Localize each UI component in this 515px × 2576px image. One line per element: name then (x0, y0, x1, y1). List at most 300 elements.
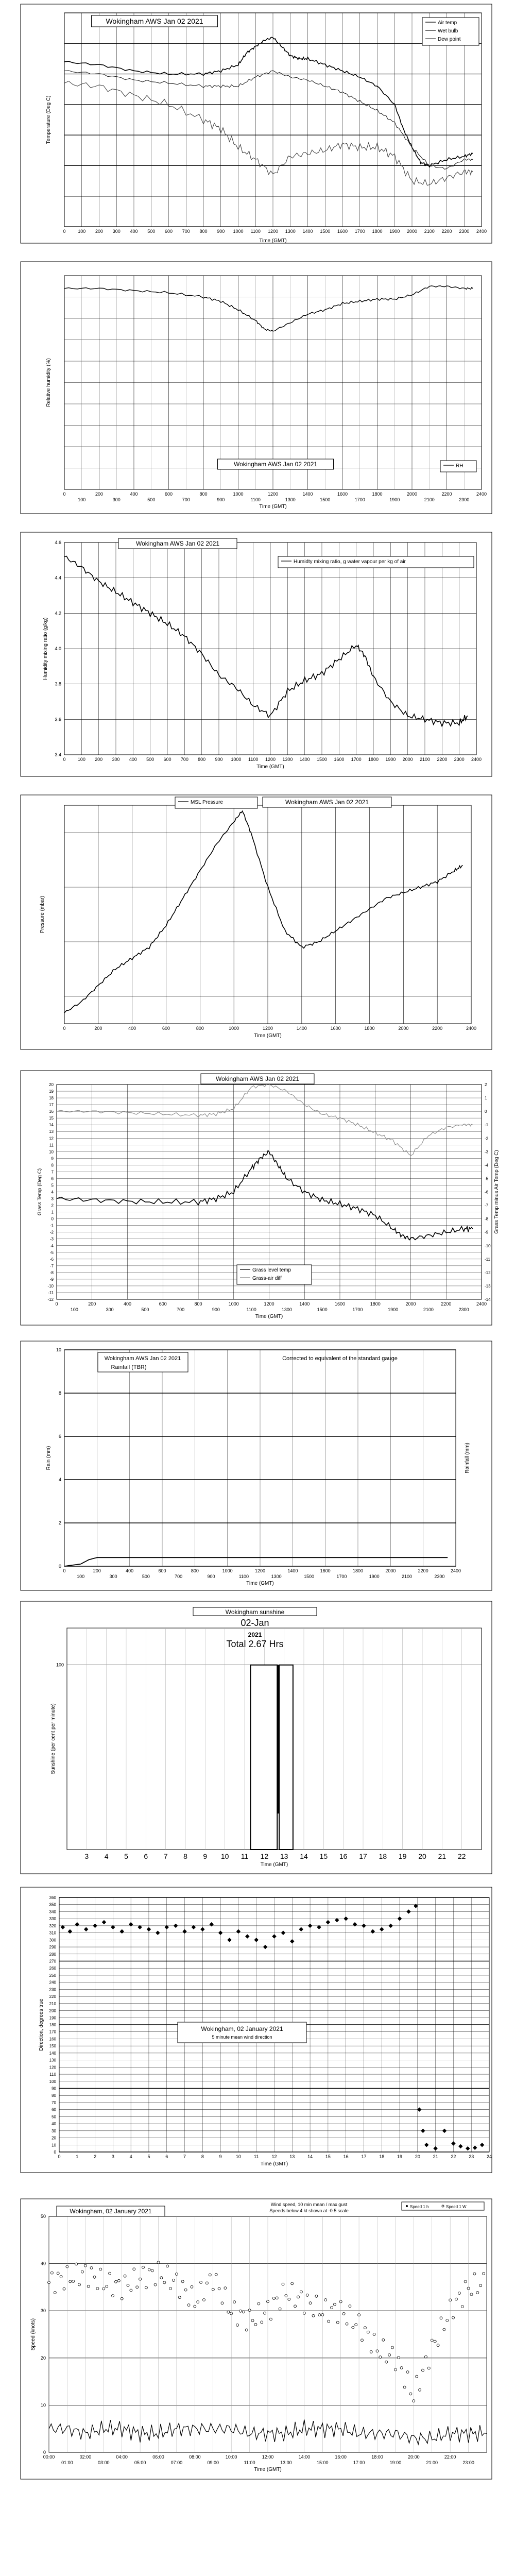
y2-tick-label: -5 (485, 1176, 489, 1181)
gust-point (218, 2287, 220, 2290)
x-axis-label: Time (GMT) (246, 1581, 274, 1586)
y-tick-label: 200 (49, 2008, 56, 2013)
gust-point (66, 2265, 68, 2268)
y-tick-label: 20 (52, 2136, 56, 2141)
y-tick-label: 0 (43, 2450, 46, 2455)
x-tick-label: 9 (219, 2154, 222, 2159)
gust-point (133, 2268, 135, 2270)
y-tick-label: 190 (49, 2015, 56, 2021)
y-axis-label: Relative humidity (%) (46, 358, 52, 407)
x-tick-label: 2000 (398, 1026, 409, 1031)
x-tick-label: 200 (88, 1301, 96, 1307)
x-tick-label: 14 (300, 1852, 308, 1860)
gust-point (163, 2281, 166, 2284)
gust-point (346, 2323, 348, 2325)
gust-point (476, 2291, 479, 2294)
x-tick-label: 15:00 (316, 2460, 329, 2465)
y2-tick-label: -4 (485, 1163, 489, 1168)
y-tick-label: 4 (51, 1190, 54, 1195)
x-tick-label: 1900 (389, 229, 400, 234)
gust-point (427, 2367, 430, 2369)
x-tick-label: 11 (241, 1852, 249, 1860)
gust-point (151, 2269, 153, 2272)
y-tick-label: 250 (49, 1973, 56, 1978)
y-tick-label: 2 (58, 1520, 61, 1526)
y-tick-label: 4.2 (55, 611, 61, 616)
x-tick-label: 12 (260, 1852, 269, 1860)
x-tick-label: 0 (58, 2154, 61, 2159)
chart-subtitle-2: Speeds below 4 kt shown at -0.5 scale (269, 2208, 349, 2213)
gust-point (416, 2375, 418, 2378)
gust-point (124, 2275, 126, 2277)
x-tick-label: 800 (196, 1026, 204, 1031)
x-tick-label: 1900 (385, 757, 396, 762)
y-tick-label: 60 (52, 2107, 56, 2112)
gust-point (303, 2312, 305, 2314)
y-tick-label: 120 (49, 2065, 56, 2070)
gust-point (391, 2346, 394, 2349)
x-tick-label: 1800 (368, 757, 379, 762)
gust-point (279, 2308, 281, 2310)
x-tick-label: 16 (343, 2154, 349, 2159)
x-axis-label: Time (GMT) (260, 1862, 288, 1868)
gust-point (224, 2287, 227, 2290)
y-tick-label: 20 (49, 1082, 54, 1087)
gust-point (267, 2300, 269, 2303)
y-tick-label: -2 (49, 1230, 54, 1235)
gust-point (452, 2316, 455, 2319)
gust-point (63, 2287, 65, 2290)
x-axis-label: Time (GMT) (254, 2467, 282, 2472)
x-tick-label: 400 (126, 1568, 134, 1573)
y-tick-label: 100 (49, 2079, 56, 2084)
x-tick-label: 100 (78, 229, 86, 234)
gust-point (87, 2285, 90, 2287)
gust-point (467, 2287, 470, 2290)
gust-point (200, 2281, 202, 2284)
x-tick-label: 1600 (320, 1568, 331, 1573)
y-tick-label: 80 (52, 2093, 56, 2098)
x-tick-label: 11 (254, 2154, 259, 2159)
x-tick-label: 200 (95, 757, 103, 762)
x-tick-label: 400 (129, 757, 137, 762)
y-tick-label: 140 (49, 2050, 56, 2056)
gust-point (349, 2305, 351, 2308)
y2-tick-label: -1 (485, 1123, 489, 1128)
x-tick-label: 10 (220, 1852, 229, 1860)
x-tick-label: 1700 (354, 229, 365, 234)
x-tick-label: 800 (191, 1568, 199, 1573)
x-tick-label: 800 (198, 757, 206, 762)
x-tick-label: 100 (77, 757, 85, 762)
x-tick-label: 19 (398, 1852, 407, 1860)
x-tick-label: 1900 (388, 1307, 399, 1312)
x-tick-label: 9 (203, 1852, 208, 1860)
x-tick-label: 2000 (385, 1568, 396, 1573)
legend-label: Speed 1 h (410, 2205, 429, 2209)
x-tick-label: 2100 (419, 757, 431, 762)
y2-tick-label: -2 (485, 1136, 489, 1141)
x-tick-label: 400 (123, 1301, 132, 1307)
x-tick-label: 300 (112, 229, 121, 234)
y-tick-label: 20 (40, 2355, 46, 2361)
x-axis-label: Time (GMT) (260, 2161, 288, 2167)
y-tick-label: 220 (49, 1994, 56, 1999)
gust-point (422, 2369, 424, 2371)
y-tick-label: 0 (54, 2150, 56, 2155)
gust-point (112, 2295, 114, 2297)
x-tick-label: 22 (451, 2154, 456, 2159)
gust-point (400, 2366, 403, 2369)
x-axis-label: Time (GMT) (259, 238, 287, 244)
y2-tick-label: 2 (485, 1082, 487, 1087)
chart-title: Wokingham, 02 January 2021 (201, 2025, 283, 2032)
gust-point (461, 2306, 464, 2308)
x-tick-label: 7 (183, 2154, 186, 2159)
grass-temp-chart (0, 1066, 515, 1329)
gust-point (248, 2309, 251, 2312)
gust-point (376, 2350, 379, 2352)
y-tick-label: 14 (49, 1123, 54, 1128)
x-tick-label: 18 (379, 1852, 387, 1860)
gust-point (294, 2305, 297, 2308)
x-tick-label: 2300 (454, 757, 465, 762)
gust-point (136, 2286, 139, 2289)
y-tick-label: 310 (49, 1930, 56, 1936)
x-axis-label: Time (GMT) (256, 764, 284, 770)
gust-point (173, 2279, 175, 2282)
y-tick-label: 100 (56, 1662, 64, 1668)
x-tick-label: 2400 (450, 1568, 461, 1573)
x-tick-label: 700 (180, 757, 188, 762)
wind-speed-chart (0, 2195, 515, 2483)
y-tick-label: -7 (49, 1263, 54, 1268)
gust-point (470, 2293, 473, 2296)
x-tick-label: 1500 (317, 1307, 328, 1312)
y2-tick-label: -13 (485, 1283, 491, 1289)
gust-point (215, 2273, 217, 2276)
gust-point (254, 2323, 257, 2326)
sunshine-bar (251, 1665, 278, 1850)
y2-tick-label: -12 (485, 1270, 491, 1275)
gust-point (434, 2340, 436, 2343)
gust-point (99, 2268, 102, 2270)
x-tick-label: 1100 (250, 229, 261, 234)
x-tick-label: 1300 (281, 1307, 292, 1312)
temperature-chart (0, 0, 515, 247)
y-tick-label: 260 (49, 1966, 56, 1971)
x-tick-label: 8 (201, 2154, 204, 2159)
y-axis-label: Grass Temp (Deg C) (37, 1168, 43, 1216)
y-tick-label: 350 (49, 1902, 56, 1907)
x-tick-label: 700 (177, 1307, 185, 1312)
y-tick-label: 12 (49, 1136, 54, 1141)
x-tick-label: 1500 (320, 497, 331, 502)
gust-point (473, 2273, 476, 2275)
x-tick-label: 6 (165, 2154, 168, 2159)
gust-point (261, 2321, 263, 2324)
x-tick-label: 0 (63, 1568, 66, 1573)
gust-point (455, 2298, 458, 2300)
gust-point (230, 2312, 233, 2315)
x-tick-label: 1200 (264, 1301, 274, 1307)
y-tick-label: 13 (49, 1129, 54, 1134)
y-tick-label: 240 (49, 1980, 56, 1985)
x-tick-label: 13:00 (280, 2460, 292, 2465)
x-tick-label: 500 (141, 1307, 149, 1312)
y-tick-label: 10 (56, 1347, 61, 1352)
x-tick-label: 17 (359, 1852, 367, 1860)
gust-point (209, 2274, 211, 2276)
y-tick-label: 160 (49, 2037, 56, 2042)
legend-swatch (406, 2205, 408, 2207)
chart-subtitle: 5 minute mean wind direction (212, 2035, 272, 2040)
x-tick-label: 12:00 (262, 2454, 274, 2460)
gust-point (84, 2264, 87, 2267)
y-tick-label: 10 (49, 1149, 54, 1155)
x-tick-label: 0 (63, 757, 66, 762)
y2-tick-label: -14 (485, 1297, 491, 1302)
x-tick-label: 11:00 (244, 2460, 255, 2465)
x-tick-label: 1600 (330, 1026, 341, 1031)
x-tick-label: 1800 (372, 492, 383, 497)
x-tick-label: 1600 (334, 1301, 346, 1307)
x-tick-label: 06:00 (152, 2454, 164, 2460)
gust-point (272, 2297, 275, 2299)
y-tick-label: 170 (49, 2029, 56, 2035)
y-tick-label: 30 (52, 2128, 56, 2133)
gust-point (127, 2284, 129, 2286)
chart-title-line2: Rainfall (TBR) (111, 1364, 147, 1370)
sunshine-chart (0, 1597, 515, 1878)
legend-swatch (442, 2205, 444, 2207)
gust-point (269, 2318, 272, 2320)
x-tick-label: 17 (361, 2154, 367, 2159)
y-tick-label: 4 (58, 1477, 61, 1482)
x-tick-label: 1600 (334, 757, 345, 762)
x-tick-label: 600 (162, 1026, 170, 1031)
x-tick-label: 900 (207, 1574, 215, 1579)
gust-point (175, 2273, 178, 2276)
x-tick-label: 2000 (406, 229, 418, 234)
gust-point (160, 2277, 163, 2279)
sunshine-bar (279, 1665, 293, 1850)
gust-point (379, 2356, 382, 2359)
x-tick-label: 400 (128, 1026, 136, 1031)
y-tick-label: 180 (49, 2023, 56, 2027)
y-tick-label: 130 (49, 2058, 56, 2063)
gust-point (139, 2278, 142, 2280)
gust-point (157, 2261, 160, 2264)
x-tick-label: 1000 (233, 229, 244, 234)
x-tick-label: 00:00 (43, 2454, 55, 2460)
sunshine-total: Total 2.67 Hrs (226, 1639, 284, 1649)
x-tick-label: 600 (163, 757, 171, 762)
y-tick-label: 40 (40, 2261, 46, 2266)
gust-point (169, 2287, 172, 2290)
gust-point (409, 2393, 412, 2395)
x-tick-label: 300 (112, 497, 121, 502)
x-tick-label: 2400 (476, 492, 487, 497)
gust-point (117, 2279, 120, 2282)
gust-point (81, 2270, 83, 2273)
x-tick-label: 1500 (303, 1574, 315, 1579)
gust-point (106, 2285, 108, 2288)
y-tick-label: -3 (49, 1236, 54, 1242)
x-tick-label: 10:00 (225, 2454, 237, 2460)
x-tick-label: 1300 (285, 497, 296, 502)
gust-point (54, 2291, 56, 2294)
gust-point (424, 2355, 427, 2358)
x-tick-label: 1100 (250, 497, 261, 502)
gust-point (361, 2339, 364, 2342)
gust-point (93, 2276, 96, 2278)
x-axis-label: Time (GMT) (259, 504, 287, 510)
y-tick-label: 18 (49, 1096, 54, 1101)
x-tick-label: 20:00 (408, 2454, 420, 2460)
gust-point (431, 2339, 433, 2342)
y2-axis-label: Grass Temp minus Air Temp (Deg C) (494, 1150, 500, 1234)
legend-label: Grass level temp (252, 1267, 291, 1273)
x-tick-label: 1200 (267, 492, 279, 497)
gust-point (479, 2284, 482, 2287)
gust-point (181, 2280, 184, 2283)
gust-point (227, 2311, 230, 2313)
gust-point (60, 2276, 62, 2278)
gust-point (75, 2263, 78, 2265)
gust-point (324, 2299, 327, 2301)
y2-axis-label: Rainfall (mm) (465, 1443, 470, 1473)
x-tick-label: 14 (307, 2154, 313, 2159)
x-tick-label: 19:00 (389, 2460, 402, 2465)
y-axis-label: Sunshine (per cent per minute) (50, 1703, 56, 1774)
y-tick-label: 10 (52, 2143, 56, 2148)
legend-label: Wet bulb (438, 28, 458, 34)
legend-label: Grass-air diff (252, 1276, 282, 1281)
x-tick-label: 1400 (287, 1568, 298, 1573)
x-tick-label: 0 (63, 229, 66, 234)
gust-point (413, 2400, 415, 2402)
x-tick-label: 1700 (354, 497, 365, 502)
gust-point (187, 2304, 190, 2307)
gust-point (205, 2282, 208, 2284)
gust-point (194, 2305, 196, 2308)
x-tick-label: 0 (63, 492, 66, 497)
x-tick-label: 2300 (459, 497, 470, 502)
x-tick-label: 1000 (231, 757, 242, 762)
gust-point (446, 2319, 449, 2322)
x-tick-label: 6 (144, 1852, 148, 1860)
gust-point (312, 2314, 315, 2317)
gust-point (48, 2281, 50, 2284)
pressure-chart (0, 791, 515, 1054)
y-tick-label: 0 (58, 1564, 61, 1569)
y-tick-label: 40 (52, 2122, 56, 2127)
x-tick-label: 1800 (364, 1026, 375, 1031)
gust-point (397, 2357, 400, 2359)
x-tick-label: 03:00 (97, 2460, 110, 2465)
x-tick-label: 200 (93, 1568, 101, 1573)
x-tick-label: 2200 (441, 492, 452, 497)
gust-point (90, 2266, 93, 2269)
gust-point (102, 2287, 105, 2290)
y-tick-label: 50 (40, 2214, 46, 2219)
y-tick-label: 4.6 (55, 540, 61, 545)
gust-point (297, 2296, 300, 2298)
gust-point (336, 2321, 339, 2324)
x-axis-label: Time (GMT) (255, 1314, 283, 1319)
x-axis-label: Time (GMT) (254, 1033, 282, 1039)
x-tick-label: 21:00 (426, 2460, 438, 2465)
x-tick-label: 200 (95, 492, 104, 497)
y2-tick-label: -9 (485, 1230, 489, 1235)
y-tick-label: 50 (52, 2114, 56, 2120)
y-tick-label: -8 (49, 1270, 54, 1275)
x-tick-label: 5 (147, 2154, 150, 2159)
x-tick-label: 200 (95, 229, 104, 234)
x-tick-label: 100 (70, 1307, 78, 1312)
x-tick-label: 2200 (432, 1026, 443, 1031)
y-axis-label: Humidity mixing ratio (g/kg) (43, 617, 48, 680)
x-tick-label: 19 (397, 2154, 403, 2159)
gust-point (114, 2280, 117, 2283)
y-tick-label: 3 (51, 1196, 54, 1201)
x-tick-label: 20 (418, 1852, 426, 1860)
x-tick-label: 1400 (302, 492, 313, 497)
y-tick-label: 280 (49, 1952, 56, 1957)
gust-point (464, 2280, 467, 2283)
humidity-chart (0, 258, 515, 518)
x-tick-label: 300 (112, 757, 120, 762)
gust-point (197, 2301, 199, 2303)
gust-point (355, 2324, 357, 2326)
x-tick-label: 1100 (246, 1307, 256, 1312)
x-tick-label: 1700 (351, 757, 362, 762)
x-tick-label: 05:00 (134, 2460, 146, 2465)
x-tick-label: 1000 (228, 1301, 239, 1307)
y-axis-label: Speed (knots) (30, 2318, 36, 2351)
gust-point (443, 2328, 445, 2331)
x-tick-label: 500 (146, 757, 154, 762)
y-tick-label: 2 (51, 1203, 54, 1208)
gust-point (288, 2298, 290, 2300)
gust-point (245, 2329, 248, 2331)
x-tick-label: 1700 (336, 1574, 347, 1579)
gust-point (50, 2272, 53, 2274)
x-tick-label: 2400 (466, 1026, 477, 1031)
y-tick-label: 330 (49, 1917, 56, 1922)
x-tick-label: 14:00 (298, 2454, 311, 2460)
x-tick-label: 1300 (282, 757, 293, 762)
x-tick-label: 5 (124, 1852, 128, 1860)
gust-point (145, 2286, 147, 2289)
y-tick-label: 16 (49, 1109, 54, 1114)
y-tick-label: 6 (58, 1434, 61, 1439)
x-tick-label: 4 (129, 2154, 132, 2159)
y-tick-label: 5 (51, 1183, 54, 1188)
gust-point (166, 2265, 169, 2267)
gust-point (364, 2327, 366, 2329)
gust-point (328, 2320, 330, 2323)
gust-point (342, 2312, 345, 2315)
y-tick-label: 10 (40, 2402, 46, 2408)
gust-point (142, 2266, 145, 2268)
x-tick-label: 02:00 (79, 2454, 92, 2460)
gust-point (388, 2353, 391, 2356)
x-tick-label: 1600 (337, 229, 348, 234)
x-tick-label: 1000 (229, 1026, 239, 1031)
x-tick-label: 600 (159, 1301, 167, 1307)
